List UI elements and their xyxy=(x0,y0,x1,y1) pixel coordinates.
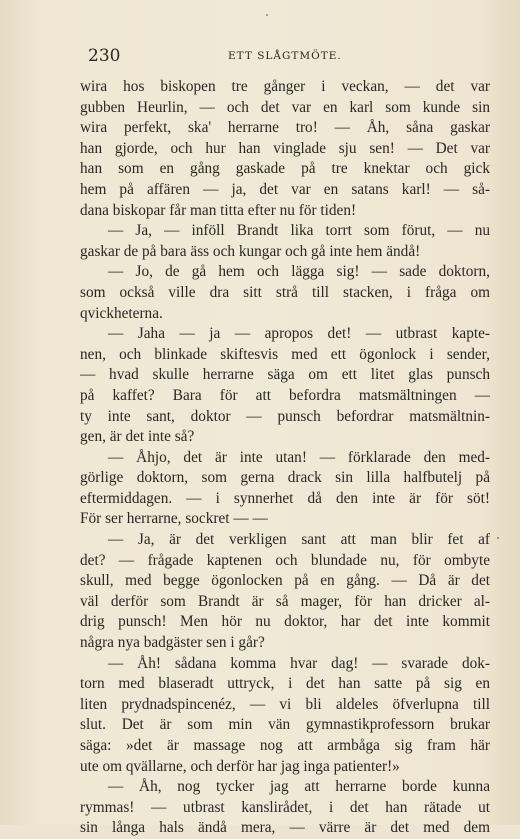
text-line: rymmas! — utbrast kanslirådet, i det han rätade ut xyxy=(80,798,490,816)
text-line: wira hos biskopen tre gånger i veckan, — det var xyxy=(80,78,490,95)
text-line: väl derför som Brandt är så mager, för han dricker al- xyxy=(80,592,490,610)
text-line: — hvad skulle herrarne säga om ett litet glas punsch xyxy=(80,366,490,384)
text-line: dana biskopar får man titta efter nu för tiden! xyxy=(80,201,357,219)
text-line: För ser herrarne, sockret — — xyxy=(80,510,268,528)
text-line: säga: »det är massage nog att armbåga sig fram här xyxy=(80,737,490,754)
text-line: han gjorde, och hur han vinglade sju sen! — Det var xyxy=(80,139,490,157)
text-line: — Åh, nog tycker jag att herrarne borde kunna xyxy=(108,778,490,796)
text-line: gubben Heurlin, — och det var en karl som kunde sin xyxy=(80,98,490,116)
text-line: — Ja, är det verkligen sant att man blir fet af xyxy=(108,531,490,549)
text-line: drig punsch! Men hör nu doktor, har det inte kommit xyxy=(80,613,490,631)
page-number: 230 xyxy=(88,46,121,66)
body-text xyxy=(80,77,490,839)
paper-speck xyxy=(497,537,499,539)
text-line: nen, och blinkade skiftesvis med ett ögonlock i sender, xyxy=(80,345,490,363)
text-line: — Jaha — ja — apropos det! — utbrast kapte- xyxy=(108,325,490,343)
text-line: några nya badgäster sen i går? xyxy=(80,634,265,652)
text-line: — Jo, de gå hem och lägga sig! — sade doktorn, xyxy=(108,263,490,281)
text-line: liten prydnadspincenéz, — vi bli aldeles öfverlupna till xyxy=(80,695,490,713)
text-line: qvickheterna. xyxy=(80,304,163,322)
text-line: skull, med begge ögonlocken på en gång. — Då är det xyxy=(80,572,490,590)
text-line: han som en gång gaskade på tre knektar och gick xyxy=(80,160,490,178)
running-head: ETT SLÅGTMÖTE. xyxy=(228,50,342,62)
text-line: eftermiddagen. — i synnerhet då den inte är för söt! xyxy=(80,489,490,507)
page-header xyxy=(88,46,464,66)
text-line: gen, är det inte så? xyxy=(80,428,195,446)
text-line: — Ja, — inföll Brandt lika torrt som förut, — nu xyxy=(108,222,490,240)
paper-speck xyxy=(266,14,268,16)
text-line: — Åhjo, det är inte utan! — förklarade den med- xyxy=(108,448,490,466)
text-line: hem på affären — ja, det var en satans karl! — så- xyxy=(80,180,490,198)
text-line: görlige doktorn, som gerna drack sin lilla halfbutelj på xyxy=(80,469,490,487)
text-line: ute om qvällarne, och derför har jag inga patienter!» xyxy=(80,757,400,775)
text-line: som också ville dra sitt strå till stacken, i fråga om xyxy=(80,283,490,301)
text-line: slut. Det är som min vän gymnastikprofessorn brukar xyxy=(80,716,490,734)
text-line: på kaffet? Bara för att befordra matsmältningen — xyxy=(80,386,490,404)
text-line: — Åh! sådana komma hvar dag! — svarade dok- xyxy=(108,654,490,672)
text-line: det? — frågade kaptenen och blundade nu, för ombyte xyxy=(80,551,490,569)
text-line: torn med blaseradt uttryck, i det han satte på sig en xyxy=(80,675,490,693)
text-line: gaskar de på bara äss och kungar och gå inte hem ändå! xyxy=(80,242,421,260)
text-line: ty inte sant, doktor — punsch befordrar matsmältnin- xyxy=(80,407,490,425)
text-line: wira perfekt, ska' herrarne tro! — Åh, såna gaskar xyxy=(80,119,490,137)
text-line: sin långa hals ändå mera, — värre är det med dem xyxy=(80,819,490,837)
